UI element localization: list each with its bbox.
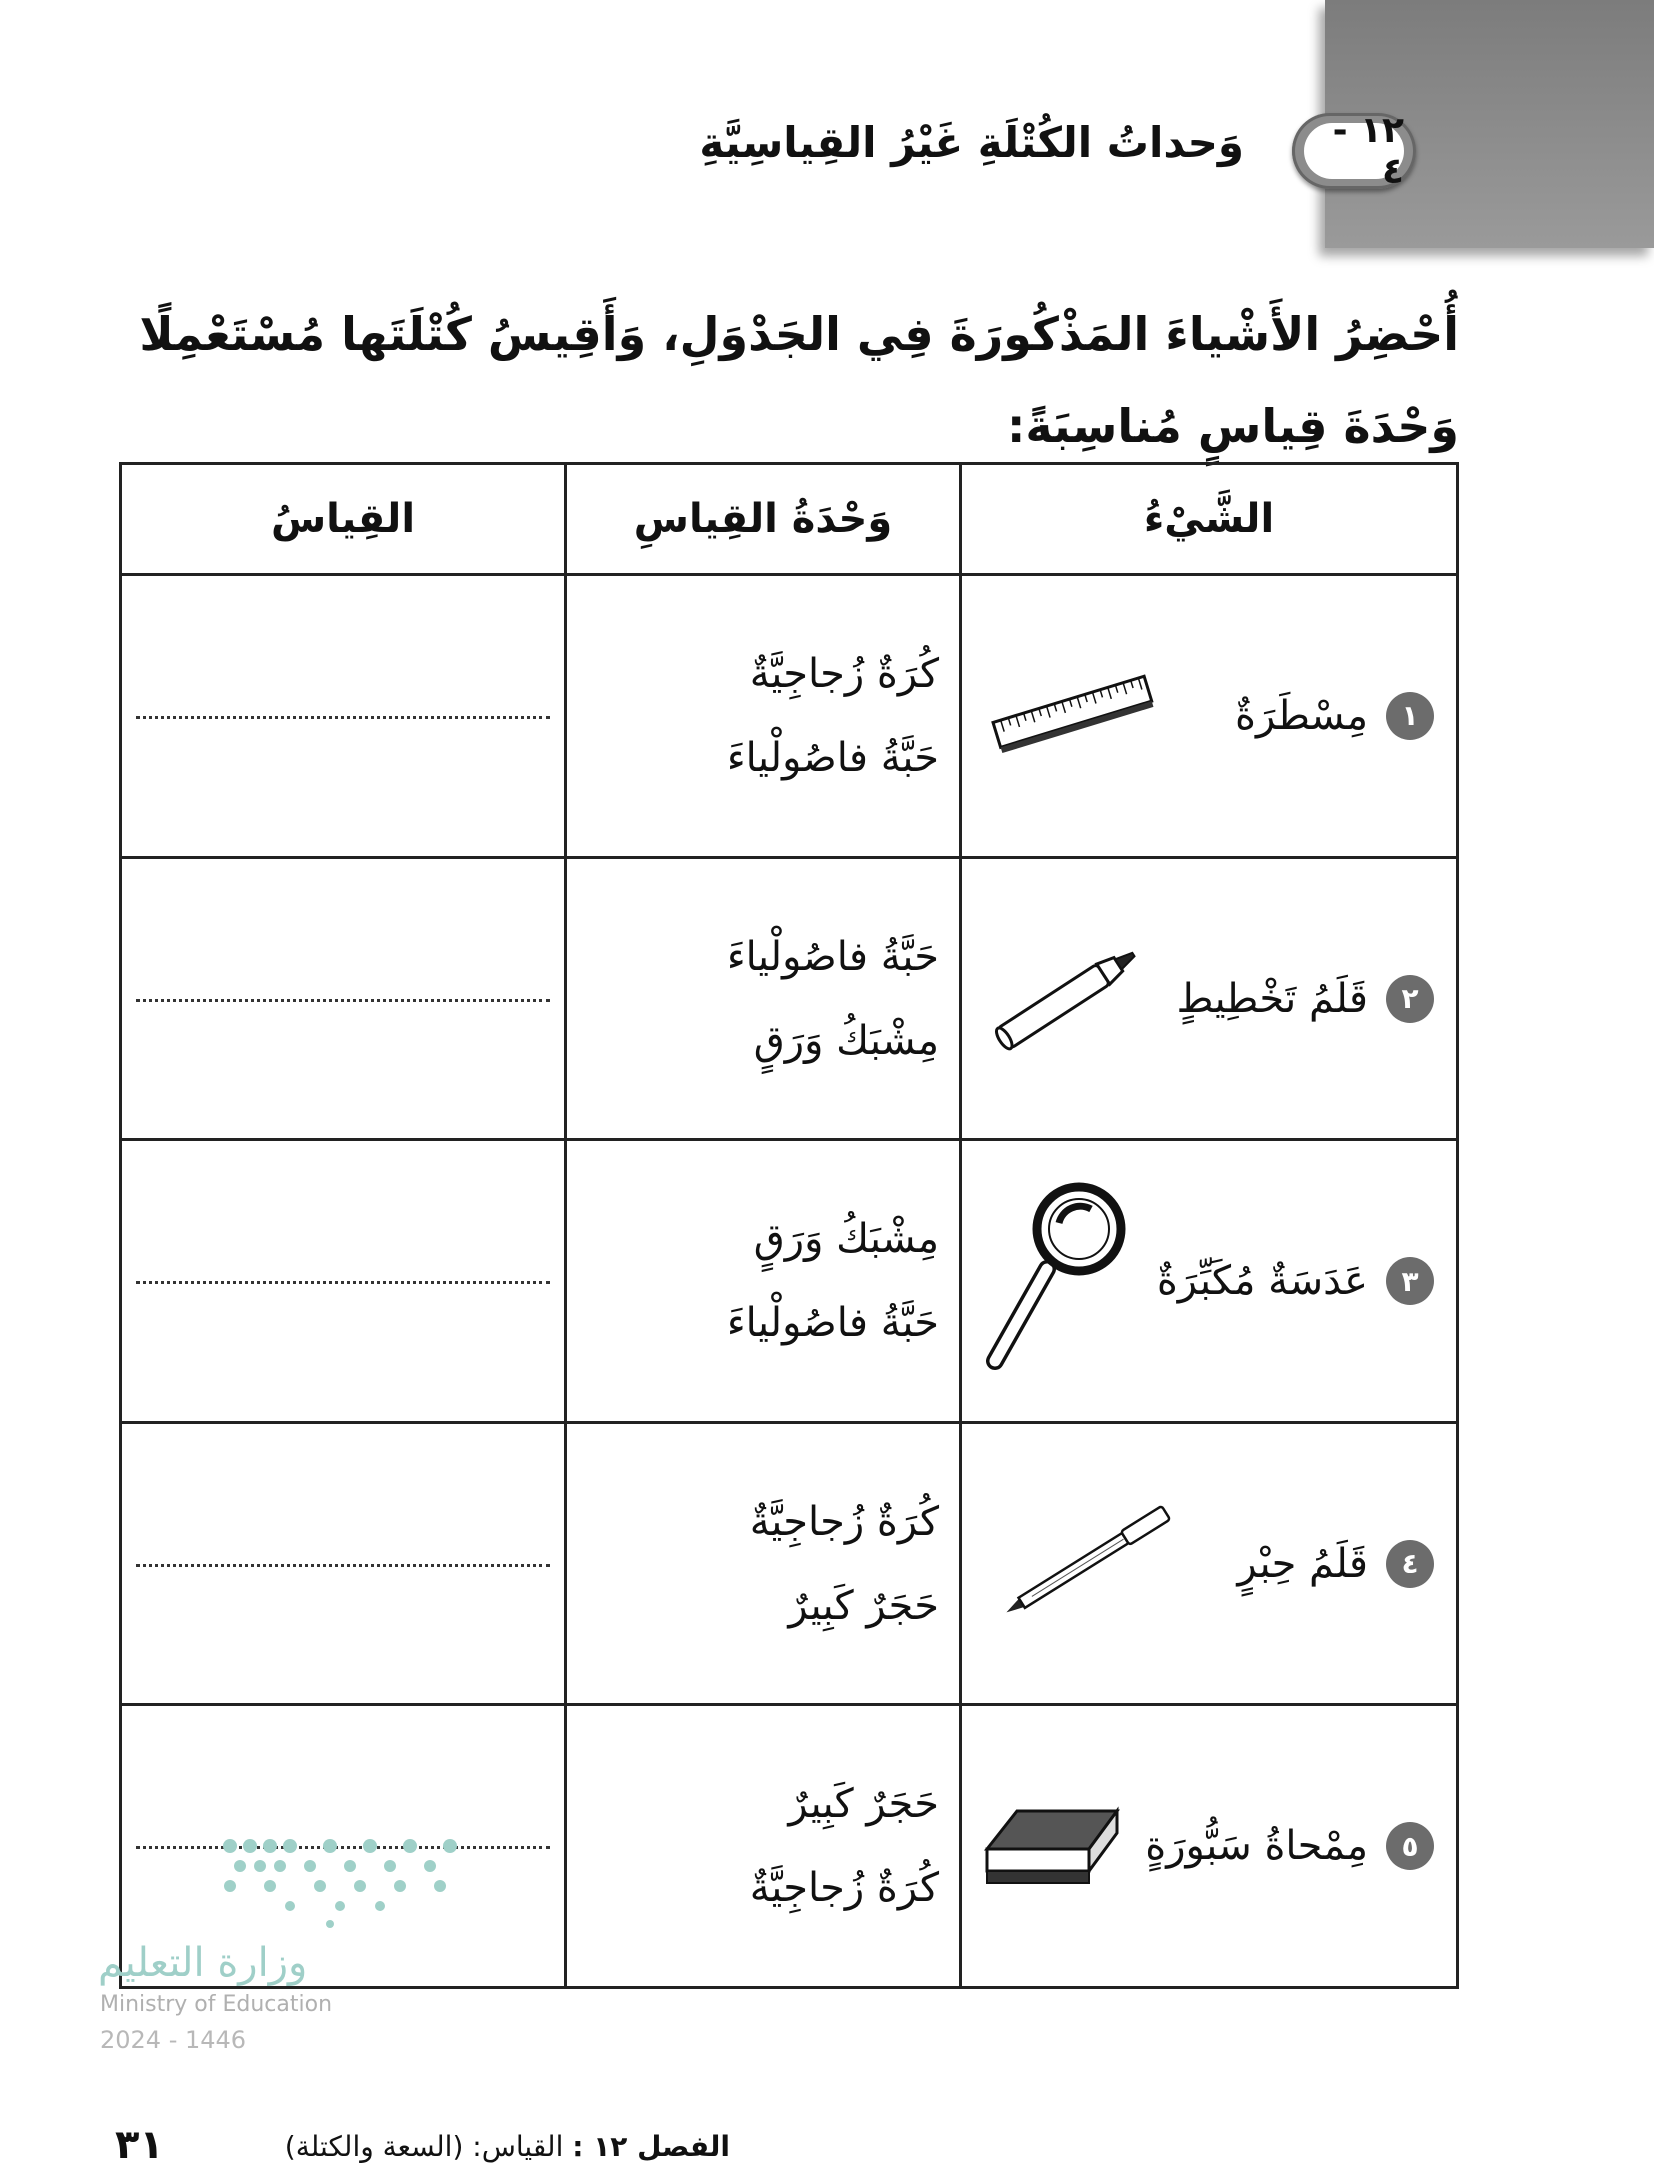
ministry-name-arabic: وزارة التعليم	[98, 1940, 308, 1986]
ministry-name-english: Ministry of Education	[100, 1992, 333, 2017]
table-row	[121, 1422, 1458, 1705]
table-row	[121, 1140, 1458, 1423]
object-cell	[961, 575, 1458, 858]
answer-line	[136, 1564, 550, 1567]
ink-pen-icon	[982, 1487, 1192, 1641]
measure-cell[interactable]	[121, 1422, 566, 1705]
row-number: ٤	[1386, 1540, 1434, 1588]
measurement-table	[119, 462, 1459, 1989]
instruction-text: أُحْضِرُ الأَشْياءَ المَذْكُورَةَ فِي الجَدْوَلِ، وَأَقِيسُ كُتْلَتَها مُسْتَعْمِلًا وَحْدَةَ قِياسٍ مُناسِبَةً:	[139, 307, 1459, 453]
unit-option: كُرَةٌ زُجاجِيَّةٌ	[749, 650, 939, 697]
object-cell	[961, 857, 1458, 1140]
measure-cell[interactable]	[121, 1140, 566, 1423]
unit-cell	[566, 1140, 961, 1423]
page-number: ٣١	[115, 2122, 164, 2168]
unit-option: حَجَرٌ كَبِيرٌ	[788, 1781, 939, 1828]
unit-cell	[566, 857, 961, 1140]
board-eraser-icon	[977, 1789, 1127, 1903]
ministry-year: 2024 - 1446	[100, 2026, 247, 2054]
header-measure: القِياسُ	[121, 464, 566, 575]
table-row	[121, 857, 1458, 1140]
table-row	[121, 575, 1458, 858]
footer-chapter	[260, 2130, 730, 2163]
unit-option: حَبَّةُ فاصُولْياءَ	[726, 1300, 939, 1347]
unit-option: حَبَّةُ فاصُولْياءَ	[726, 734, 939, 781]
magnifying-glass-icon	[979, 1179, 1139, 1383]
header-unit: وَحْدَةُ القِياسِ	[566, 464, 961, 575]
object-cell	[961, 1140, 1458, 1423]
marker-pen-icon	[978, 927, 1158, 1071]
ruler-icon	[982, 669, 1162, 763]
answer-line	[136, 716, 550, 719]
object-cell	[961, 1422, 1458, 1705]
table-header-row	[121, 464, 1458, 575]
measure-cell[interactable]	[121, 575, 566, 858]
row-number: ٣	[1386, 1257, 1434, 1305]
object-name: قَلَمُ حِبْرٍ	[1237, 1540, 1368, 1587]
object-name: مِمْحاةُ سَبُّورَةٍ	[1145, 1823, 1368, 1870]
answer-line	[136, 999, 550, 1002]
unit-option: حَجَرٌ كَبِيرٌ	[788, 1582, 939, 1629]
object-cell	[961, 1705, 1458, 1988]
unit-cell	[566, 1705, 961, 1988]
lesson-number-badge	[1292, 110, 1416, 192]
unit-option: مِشْبَكُ وَرَقٍ	[753, 1216, 939, 1263]
unit-option: كُرَةٌ زُجاجِيَّةٌ	[749, 1865, 939, 1912]
unit-cell	[566, 1422, 961, 1705]
object-name: قَلَمُ تَخْطِيطٍ	[1176, 975, 1368, 1022]
unit-cell	[566, 575, 961, 858]
object-name: مِسْطَرَةٌ	[1235, 692, 1368, 739]
header-object: الشَّيْءُ	[961, 464, 1458, 575]
chapter-label: الفصل ١٢ :	[572, 2130, 730, 2163]
ministry-logo	[98, 1836, 468, 2096]
unit-option: كُرَةٌ زُجاجِيَّةٌ	[749, 1498, 939, 1545]
row-number: ٥	[1386, 1822, 1434, 1870]
answer-line	[136, 1281, 550, 1284]
lesson-title: وَحداتُ الكُتْلَةِ غَيْرُ القِياسِيَّةِ	[699, 118, 1244, 167]
ministry-dots-icon	[220, 1836, 470, 1931]
measure-cell[interactable]	[121, 857, 566, 1140]
lesson-number: ١٢ - ٤	[1304, 123, 1404, 179]
unit-option: مِشْبَكُ وَرَقٍ	[753, 1017, 939, 1064]
object-name: عَدَسَةٌ مُكَبِّرَةٌ	[1156, 1258, 1368, 1305]
chapter-title: القياس: (السعة والكتلة)	[284, 2130, 564, 2163]
row-number: ٢	[1386, 975, 1434, 1023]
row-number: ١	[1386, 692, 1434, 740]
unit-option: حَبَّةُ فاصُولْياءَ	[726, 933, 939, 980]
